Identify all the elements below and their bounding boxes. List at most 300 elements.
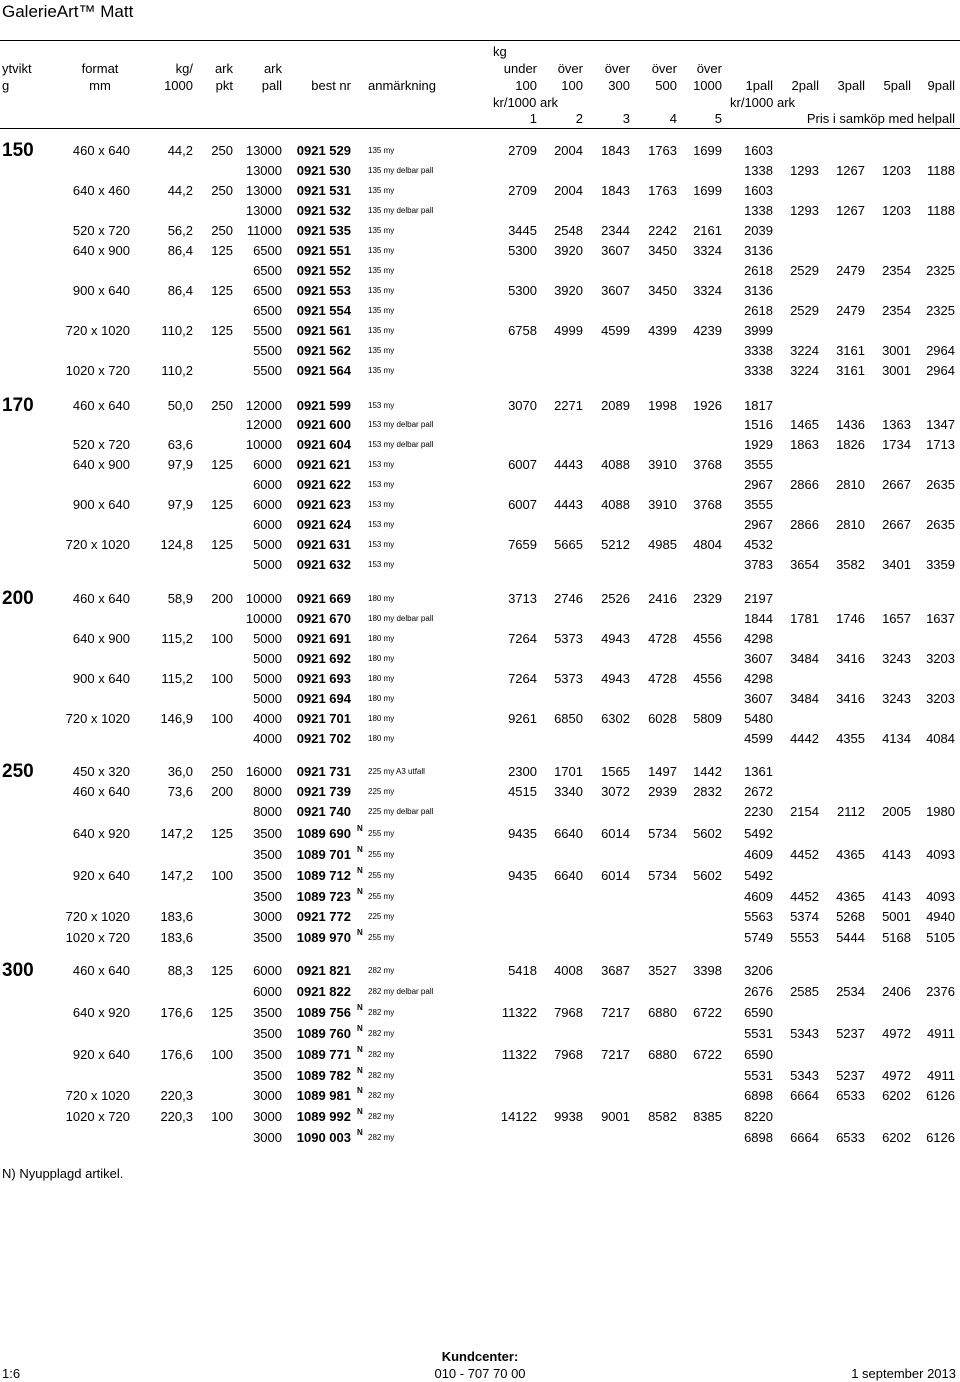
weight-per-1000-cell: 97,9 [167,457,193,472]
sheets-per-pallet-cell: 6500 [253,283,282,298]
pallet-price-cell: 5480 [744,711,773,726]
pallet-price-cell: 3999 [744,323,773,338]
pallet-price-cell: 1361 [744,764,773,779]
price-cell: 5300 [508,283,537,298]
sheets-per-pack-cell: 250 [211,143,233,158]
header-cell: mm [89,78,111,93]
pallet-price-cell: 3555 [744,497,773,512]
weight-per-1000-cell: 86,4 [167,243,193,258]
format-cell: 520 x 720 [72,223,130,238]
sheets-per-pallet-cell: 5000 [253,671,282,686]
pallet-price-cell: 2635 [926,517,955,532]
format-cell: 720 x 1020 [65,1088,130,1103]
sheets-per-pack-cell: 100 [211,631,233,646]
order-number-cell: 0921 772 [296,909,351,924]
format-cell: 640 x 900 [72,457,130,472]
new-article-flag: N [357,824,363,833]
price-cell: 3070 [508,398,537,413]
pallet-price-cell: 2667 [882,517,911,532]
price-cell: 3072 [601,784,630,799]
pallet-price-cell: 1980 [926,804,955,819]
pallet-price-cell: 2230 [744,804,773,819]
sheets-per-pack-cell: 250 [211,398,233,413]
new-article-flag: N [357,1107,363,1116]
order-number-cell: 1090 003 N [297,1130,351,1146]
pallet-price-cell: 3484 [790,651,819,666]
pallet-price-cell: 2585 [790,984,819,999]
pallet-price-cell: 6533 [836,1130,865,1145]
pallet-price-cell: 1203 [882,163,911,178]
sheets-per-pallet-cell: 13000 [245,183,282,198]
header-cell: pall [261,78,282,93]
order-number-cell: 0921 553 [296,283,351,298]
price-cell: 2161 [693,223,722,238]
pallet-price-cell: 6898 [744,1088,773,1103]
pallet-price-cell: 2964 [926,343,955,358]
remark-cell: 153 my [368,460,395,469]
price-cell: 4985 [648,537,677,552]
pallet-price-cell: 1781 [790,611,819,626]
header-cell: 2pall [791,78,819,93]
price-cell: 4443 [554,497,583,512]
remark-cell: 135 my [368,186,395,195]
sheets-per-pallet-cell: 16000 [245,764,282,779]
price-cell: 4399 [648,323,677,338]
pallet-price-cell: 2154 [790,804,819,819]
price-cell: 3450 [648,243,677,258]
remark-cell: 225 my delbar pall [368,807,434,816]
pallet-price-cell: 3203 [926,651,955,666]
weight-group-label: 150 [2,140,34,161]
remark-cell: 282 my [368,1112,395,1121]
remark-cell: 135 my [368,146,395,155]
pallet-price-cell: 4365 [836,889,865,904]
pallet-price-cell: 1465 [790,417,819,432]
order-number-cell: 0921 600 [296,417,351,432]
sheets-per-pallet-cell: 5000 [253,651,282,666]
remark-cell: 153 my [368,560,395,569]
sheets-per-pallet-cell: 5000 [253,537,282,552]
price-cell: 4088 [601,457,630,472]
sheets-per-pallet-cell: 3000 [253,1088,282,1103]
pallet-price-cell: 1746 [836,611,865,626]
order-number-cell: 1089 782 N [297,1068,351,1084]
weight-per-1000-cell: 36,0 [167,764,193,779]
price-cell: 3340 [554,784,583,799]
remark-cell: 153 my [368,500,395,509]
weight-per-1000-cell: 147,2 [160,868,193,883]
sheets-per-pallet-cell: 5000 [253,691,282,706]
price-cell: 6722 [693,1047,722,1062]
sheets-per-pallet-cell: 3000 [253,1109,282,1124]
sheets-per-pallet-cell: 6000 [253,963,282,978]
footnote: N) Nyupplagd artikel. [2,1166,124,1181]
weight-per-1000-cell: 88,3 [167,963,193,978]
price-cell: 3607 [601,243,630,258]
sheets-per-pallet-cell: 8000 [253,804,282,819]
remark-cell: 255 my [368,892,395,901]
order-number-cell: 0921 564 [296,363,351,378]
price-cell: 3768 [693,497,722,512]
pallet-price-cell: 4532 [744,537,773,552]
sheets-per-pallet-cell: 3500 [253,1026,282,1041]
price-cell: 6850 [554,711,583,726]
order-number-cell: 0921 561 [296,323,351,338]
order-number-cell: 1089 701 N [297,847,351,863]
weight-per-1000-cell: 110,2 [161,323,193,338]
pallet-price-cell: 6590 [744,1047,773,1062]
weight-group-label: 200 [2,588,34,609]
format-cell: 640 x 900 [72,243,130,258]
weight-per-1000-cell: 115,2 [161,671,193,686]
remark-cell: 180 my [368,594,395,603]
pallet-price-cell: 4599 [744,731,773,746]
remark-cell: 282 my [368,1050,395,1059]
new-article-flag: N [357,887,363,896]
order-number-cell: 0921 740 [296,804,351,819]
sheets-per-pack-cell: 100 [211,1047,233,1062]
pallet-price-cell: 3161 [836,363,865,378]
pallet-price-cell: 2354 [882,303,911,318]
pallet-price-cell: 2529 [790,263,819,278]
header-cell: 5pall [883,78,911,93]
price-cell: 11322 [501,1047,537,1062]
pallet-price-cell: 3582 [836,557,865,572]
remark-cell: 135 my [368,286,395,295]
pallet-price-cell: 3654 [790,557,819,572]
price-cell: 7217 [601,1005,630,1020]
pallet-price-cell: 1267 [836,203,865,218]
format-cell: 640 x 920 [72,1005,130,1020]
pallet-price-cell: 3224 [790,363,819,378]
pallet-price-cell: 1637 [926,611,955,626]
pallet-price-cell: 3484 [790,691,819,706]
header-cell: under [503,61,537,76]
sheets-per-pack-cell: 125 [211,457,233,472]
format-cell: 720 x 1020 [65,537,130,552]
pallet-price-cell: 1267 [836,163,865,178]
pallet-price-cell: 4143 [882,847,911,862]
pallet-price-cell: 1734 [882,437,911,452]
pallet-price-cell: 2672 [744,784,773,799]
price-cell: 3607 [601,283,630,298]
remark-cell: 153 my [368,401,395,410]
pallet-price-cell: 2529 [790,303,819,318]
pallet-price-cell: 6202 [882,1088,911,1103]
price-cell: 3445 [508,223,537,238]
remark-cell: 180 my [368,634,395,643]
new-article-flag: N [357,845,363,854]
sheets-per-pallet-cell: 6000 [253,457,282,472]
order-number-cell: 0921 822 [296,984,351,999]
header-cell: kr/1000 ark [730,95,796,110]
pallet-price-cell: 1436 [836,417,865,432]
hl-top [0,40,960,41]
order-number-cell: 0921 692 [296,651,351,666]
pallet-price-cell: 4093 [926,889,955,904]
pallet-price-cell: 5168 [882,930,911,945]
header-cell: ark [263,61,282,76]
order-number-cell: 0921 530 [296,163,351,178]
pallet-price-cell: 2667 [882,477,911,492]
order-number-cell: 0921 552 [296,263,351,278]
pallet-price-cell: 3607 [744,691,773,706]
pallet-price-cell: 3136 [744,243,773,258]
pallet-price-cell: 2618 [744,303,773,318]
weight-group-label: 170 [2,395,34,416]
sheets-per-pallet-cell: 11000 [246,223,282,238]
header-cell: kg/ [175,61,193,76]
format-cell: 460 x 640 [72,784,130,799]
pallet-price-cell: 4355 [836,731,865,746]
format-cell: 720 x 1020 [65,711,130,726]
sheets-per-pack-cell: 250 [211,764,233,779]
format-cell: 1020 x 720 [65,363,130,378]
format-cell: 640 x 920 [72,826,130,841]
price-cell: 2709 [508,143,537,158]
price-cell: 1442 [693,764,722,779]
sheets-per-pallet-cell: 10000 [245,591,282,606]
price-cell: 7217 [601,1047,630,1062]
new-article-flag: N [357,1128,363,1137]
pallet-price-cell: 2197 [744,591,773,606]
pallet-price-cell: 1338 [744,163,773,178]
pallet-price-cell: 5105 [926,930,955,945]
header-cell: 1 [529,111,537,126]
pallet-price-cell: 2325 [926,263,955,278]
header-cell: g [2,78,10,93]
sheets-per-pallet-cell: 3500 [253,826,282,841]
format-cell: 640 x 900 [72,631,130,646]
remark-cell: 135 my delbar pall [368,166,434,175]
pallet-price-cell: 4940 [926,909,955,924]
sheets-per-pack-cell: 250 [211,223,233,238]
pallet-price-cell: 4452 [790,889,819,904]
pallet-price-cell: 4911 [927,1026,955,1041]
sheets-per-pack-cell: 125 [211,243,233,258]
header-cell: 5 [714,111,722,126]
pallet-price-cell: 3401 [882,557,911,572]
format-cell: 920 x 640 [72,868,130,883]
price-cell: 5665 [554,537,583,552]
sheets-per-pack-cell: 100 [211,868,233,883]
price-cell: 2709 [508,183,537,198]
remark-cell: 135 my [368,246,395,255]
remark-cell: 255 my [368,829,395,838]
order-number-cell: 0921 599 [296,398,351,413]
order-number-cell: 1089 712 N [297,868,351,884]
price-cell: 3768 [693,457,722,472]
pallet-price-cell: 2964 [926,363,955,378]
pallet-price-cell: 1817 [744,398,773,413]
header-cell: 300 [608,78,630,93]
order-number-cell: 0921 562 [296,343,351,358]
weight-per-1000-cell: 58,9 [167,591,193,606]
pallet-price-cell: 2479 [836,303,865,318]
pallet-price-cell: 1603 [744,143,773,158]
pallet-price-cell: 4093 [926,847,955,862]
format-cell: 900 x 640 [72,497,130,512]
order-number-cell: 1089 970 N [297,930,351,946]
pallet-price-cell: 4911 [927,1068,955,1083]
price-cell: 14122 [500,1109,537,1124]
price-cell: 7264 [508,631,537,646]
price-cell: 9938 [554,1109,583,1124]
header-cell: kr/1000 ark [493,95,559,110]
order-number-cell: 1089 760 N [297,1026,351,1042]
sheets-per-pack-cell: 125 [211,537,233,552]
order-number-cell: 0921 531 [296,183,351,198]
sheets-per-pallet-cell: 5000 [253,557,282,572]
remark-cell: 153 my delbar pall [368,440,434,449]
price-cell: 6007 [508,497,537,512]
remark-cell: 180 my [368,674,395,683]
pallet-price-cell: 1713 [926,437,955,452]
pallet-price-cell: 4298 [744,671,773,686]
price-cell: 1565 [601,764,630,779]
pallet-price-cell: 5001 [882,909,911,924]
header-cell: best nr [311,78,351,93]
sheets-per-pallet-cell: 12000 [245,417,282,432]
price-cell: 7968 [554,1047,583,1062]
order-number-cell: 0921 623 [296,497,351,512]
weight-per-1000-cell: 50,0 [167,398,193,413]
price-cell: 2004 [554,143,583,158]
price-cell: 7264 [508,671,537,686]
price-cell: 11322 [501,1005,537,1020]
pallet-price-cell: 4365 [836,847,865,862]
sheets-per-pallet-cell: 3000 [253,909,282,924]
new-article-flag: N [357,928,363,937]
pallet-price-cell: 1347 [926,417,955,432]
format-cell: 460 x 640 [72,143,130,158]
price-cell: 6880 [648,1005,677,1020]
header-cell: 3pall [837,78,865,93]
price-cell: 2004 [554,183,583,198]
pallet-price-cell: 1657 [882,611,911,626]
header-cell: ytvikt [2,61,32,76]
sheets-per-pack-cell: 100 [211,711,233,726]
price-cell: 4943 [601,671,630,686]
price-cell: 6722 [693,1005,722,1020]
remark-cell: 282 my [368,966,395,975]
order-number-cell: 0921 529 [296,143,351,158]
price-cell: 4556 [693,671,722,686]
new-article-flag: N [357,866,363,875]
pallet-price-cell: 8220 [744,1109,773,1124]
price-cell: 2329 [693,591,722,606]
price-cell: 3920 [554,243,583,258]
remark-cell: 255 my [368,871,395,880]
remark-cell: 153 my [368,540,395,549]
price-cell: 4556 [693,631,722,646]
weight-per-1000-cell: 97,9 [167,497,193,512]
price-cell: 4239 [693,323,722,338]
price-cell: 5212 [601,537,630,552]
pallet-price-cell: 6202 [882,1130,911,1145]
page-title: GalerieArt™ Matt [2,2,134,21]
remark-cell: 135 my [368,306,395,315]
remark-cell: 135 my [368,266,395,275]
pallet-price-cell: 2005 [882,804,911,819]
order-number-cell: 1089 992 N [297,1109,351,1125]
sheets-per-pack-cell: 125 [211,826,233,841]
price-cell: 2548 [554,223,583,238]
order-number-cell: 1089 756 N [297,1005,351,1021]
sheets-per-pallet-cell: 3500 [253,889,282,904]
sheets-per-pallet-cell: 5000 [253,631,282,646]
header-cell: 4 [669,111,677,126]
pallet-price-cell: 2866 [790,517,819,532]
price-cell: 3324 [693,283,722,298]
pallet-price-cell: 5237 [836,1068,865,1083]
sheets-per-pack-cell: 250 [211,183,233,198]
header-cell: 100 [561,78,583,93]
price-cell: 1497 [648,764,677,779]
sheets-per-pallet-cell: 4000 [253,731,282,746]
pallet-price-cell: 4972 [882,1026,911,1041]
format-cell: 450 x 320 [72,764,130,779]
price-cell: 4443 [554,457,583,472]
price-cell: 8385 [693,1109,722,1124]
remark-cell: 282 my [368,1029,395,1038]
price-cell: 1926 [693,398,722,413]
price-cell: 4088 [601,497,630,512]
pallet-price-cell: 5749 [744,930,773,945]
sheets-per-pallet-cell: 13000 [245,203,282,218]
price-cell: 2526 [601,591,630,606]
order-number-cell: 1089 723 N [297,889,351,905]
weight-group-label: 300 [2,960,34,981]
hl-bottom [0,128,960,129]
order-number-cell: 0921 535 [296,223,351,238]
remark-cell: 135 my [368,326,395,335]
sheets-per-pallet-cell: 3000 [253,1130,282,1145]
order-number-cell: 0921 821 [296,963,351,978]
remark-cell: 153 my [368,520,395,529]
pallet-price-cell: 1516 [744,417,773,432]
remark-cell: 153 my [368,480,395,489]
remark-cell: 255 my [368,933,395,942]
pallet-price-cell: 5268 [836,909,865,924]
price-cell: 4804 [693,537,722,552]
format-cell: 720 x 1020 [65,909,130,924]
price-cell: 3920 [554,283,583,298]
header-cell: 3 [622,111,630,126]
remark-cell: 135 my [368,366,395,375]
price-cell: 5602 [693,868,722,883]
weight-per-1000-cell: 86,4 [167,283,193,298]
price-cell: 3687 [601,963,630,978]
price-cell: 3450 [648,283,677,298]
sheets-per-pallet-cell: 10000 [245,611,282,626]
remark-cell: 180 my [368,654,395,663]
price-cell: 9435 [508,826,537,841]
price-cell: 5373 [554,671,583,686]
sheets-per-pallet-cell: 6500 [253,243,282,258]
sheets-per-pallet-cell: 5500 [253,343,282,358]
format-cell: 900 x 640 [72,283,130,298]
sheets-per-pack-cell: 125 [211,1005,233,1020]
order-number-cell: 0921 691 [296,631,351,646]
pallet-price-cell: 4143 [882,889,911,904]
new-article-flag: N [357,1045,363,1054]
pallet-price-cell: 6126 [926,1088,955,1103]
price-cell: 2089 [601,398,630,413]
pallet-price-cell: 3359 [926,557,955,572]
price-cell: 5418 [508,963,537,978]
order-number-cell: 0921 739 [296,784,351,799]
